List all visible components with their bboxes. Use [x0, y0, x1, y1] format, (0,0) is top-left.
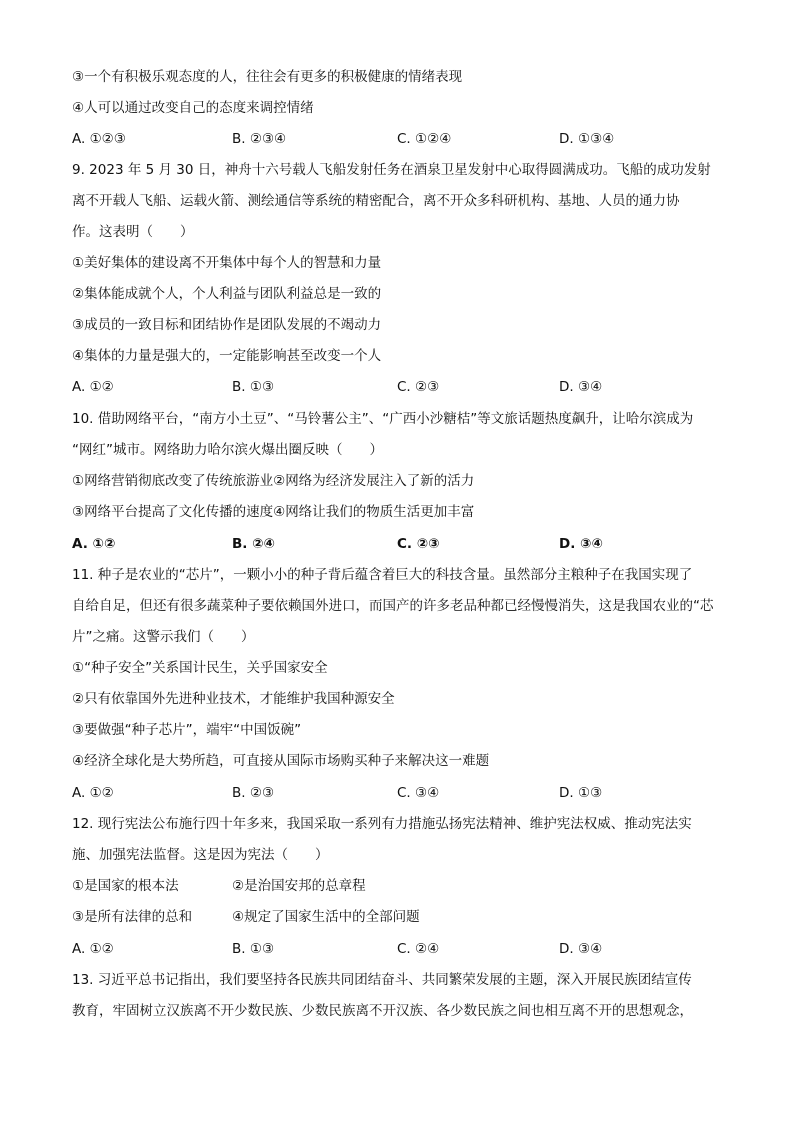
q8-statement-3: ③一个有积极乐观态度的人，往往会有更多的积极健康的情绪表现 — [72, 69, 463, 85]
q10-option-c[interactable]: C. ②③ — [397, 536, 440, 552]
q10-stem-line-1: 10. 借助网络平台，“南方小土豆”、“马铃薯公主”、“广西小沙糖桔”等文旅话题热度飙升，让哈尔滨成为 — [72, 411, 694, 427]
q13-stem-line-1: 13. 习近平总书记指出，我们要坚持各民族共同团结奋斗、共同繁荣发展的主题，深入开展民族团结宣传 — [72, 972, 692, 988]
q11-stem-line-1: 11. 种子是农业的“芯片”，一颗小小的种子背后蕴含着巨大的科技含量。虽然部分主粮种子在我国实现了 — [72, 567, 693, 583]
q10-stem-line-2: “网红”城市。网络助力哈尔滨火爆出圈反映（ ） — [72, 442, 383, 458]
q10-option-b[interactable]: B. ②④ — [232, 536, 275, 552]
q9-stem-line-3: 作。这表明（ ） — [72, 224, 194, 240]
q11-option-d[interactable]: D. ①③ — [559, 785, 603, 801]
q8-option-a[interactable]: A. ①②③ — [72, 131, 126, 147]
q11-option-b[interactable]: B. ②③ — [232, 785, 275, 801]
q10-options — [72, 534, 732, 554]
q11-statement-3: ③要做强“种子芯片”，端牢“中国饭碗” — [72, 722, 302, 738]
q11-stem-line-3: 片”之痛。这警示我们（ ） — [72, 629, 255, 645]
q9-statement-4: ④集体的力量是强大的，一定能影响甚至改变一个人 — [72, 348, 382, 364]
q12-stem-line-2: 施、加强宪法监督。这是因为宪法（ ） — [72, 847, 329, 863]
q9-option-a[interactable]: A. ①② — [72, 379, 114, 395]
q9-option-c[interactable]: C. ②③ — [397, 379, 440, 395]
q12-statement-4: ④规定了国家生活中的全部问题 — [232, 909, 420, 925]
q12-options — [72, 939, 732, 959]
q12-statement-row-1 — [72, 876, 724, 896]
q8-statement-4: ④人可以通过改变自己的态度来调控情绪 — [72, 100, 314, 116]
q8-option-b[interactable]: B. ②③④ — [232, 131, 287, 147]
q10-option-a[interactable]: A. ①② — [72, 536, 116, 552]
q10-statement-1: ①网络营销彻底改变了传统旅游业②网络为经济发展注入了新的活力 — [72, 473, 475, 489]
q11-option-c[interactable]: C. ③④ — [397, 785, 440, 801]
q13-stem-line-2: 教育，牢固树立汉族离不开少数民族、少数民族离不开汉族、各少数民族之间也相互离不开的思想观念， — [72, 1003, 693, 1019]
q9-statement-3: ③成员的一致目标和团结协作是团队发展的不竭动力 — [72, 317, 382, 333]
q10-option-d[interactable]: D. ③④ — [559, 536, 603, 552]
q9-stem-line-2: 离不开载人飞船、运载火箭、测绘通信等系统的精密配合，离不开众多科研机构、基地、人员的通力协 — [72, 193, 680, 209]
q12-option-a[interactable]: A. ①② — [72, 941, 114, 957]
q12-statement-row-2 — [72, 907, 724, 927]
q9-option-b[interactable]: B. ①③ — [232, 379, 275, 395]
q8-option-c[interactable]: C. ①②④ — [397, 131, 452, 147]
q9-options — [72, 377, 732, 397]
q12-stem-line-1: 12. 现行宪法公布施行四十年多来，我国采取一系列有力措施弘扬宪法精神、维护宪法权威、推动宪法实 — [72, 816, 692, 832]
q12-option-b[interactable]: B. ①③ — [232, 941, 275, 957]
q12-option-d[interactable]: D. ③④ — [559, 941, 603, 957]
q9-stem-line-1: 9. 2023 年 5 月 30 日，神舟十六号载人飞船发射任务在酒泉卫星发射中心取得圆满成功。飞船的成功发射 — [72, 162, 711, 178]
q8-option-d[interactable]: D. ①③④ — [559, 131, 615, 147]
q12-option-c[interactable]: C. ②④ — [397, 941, 440, 957]
q12-statement-1: ①是国家的根本法 — [72, 878, 179, 894]
q11-options — [72, 783, 732, 803]
q11-statement-4: ④经济全球化是大势所趋，可直接从国际市场购买种子来解决这一难题 — [72, 753, 490, 769]
q9-statement-1: ①美好集体的建设离不开集体中每个人的智慧和力量 — [72, 255, 382, 271]
q11-option-a[interactable]: A. ①② — [72, 785, 114, 801]
q11-statement-1: ①“种子安全”关系国计民生，关乎国家安全 — [72, 660, 328, 676]
q12-statement-3: ③是所有法律的总和 — [72, 909, 193, 925]
q8-options — [72, 129, 732, 149]
q10-statement-2: ③网络平台提高了文化传播的速度④网络让我们的物质生活更加丰富 — [72, 504, 475, 520]
q11-stem-line-2: 自给自足，但还有很多蔬菜种子要依赖国外进口，而国产的许多老品种都已经慢慢消失，这是我国农业的“芯 — [72, 598, 714, 614]
q12-statement-2: ②是治国安邦的总章程 — [232, 878, 366, 894]
q11-statement-2: ②只有依靠国外先进种业技术，才能维护我国种源安全 — [72, 691, 395, 707]
q9-option-d[interactable]: D. ③④ — [559, 379, 603, 395]
q9-statement-2: ②集体能成就个人，个人利益与团队利益总是一致的 — [72, 286, 382, 302]
